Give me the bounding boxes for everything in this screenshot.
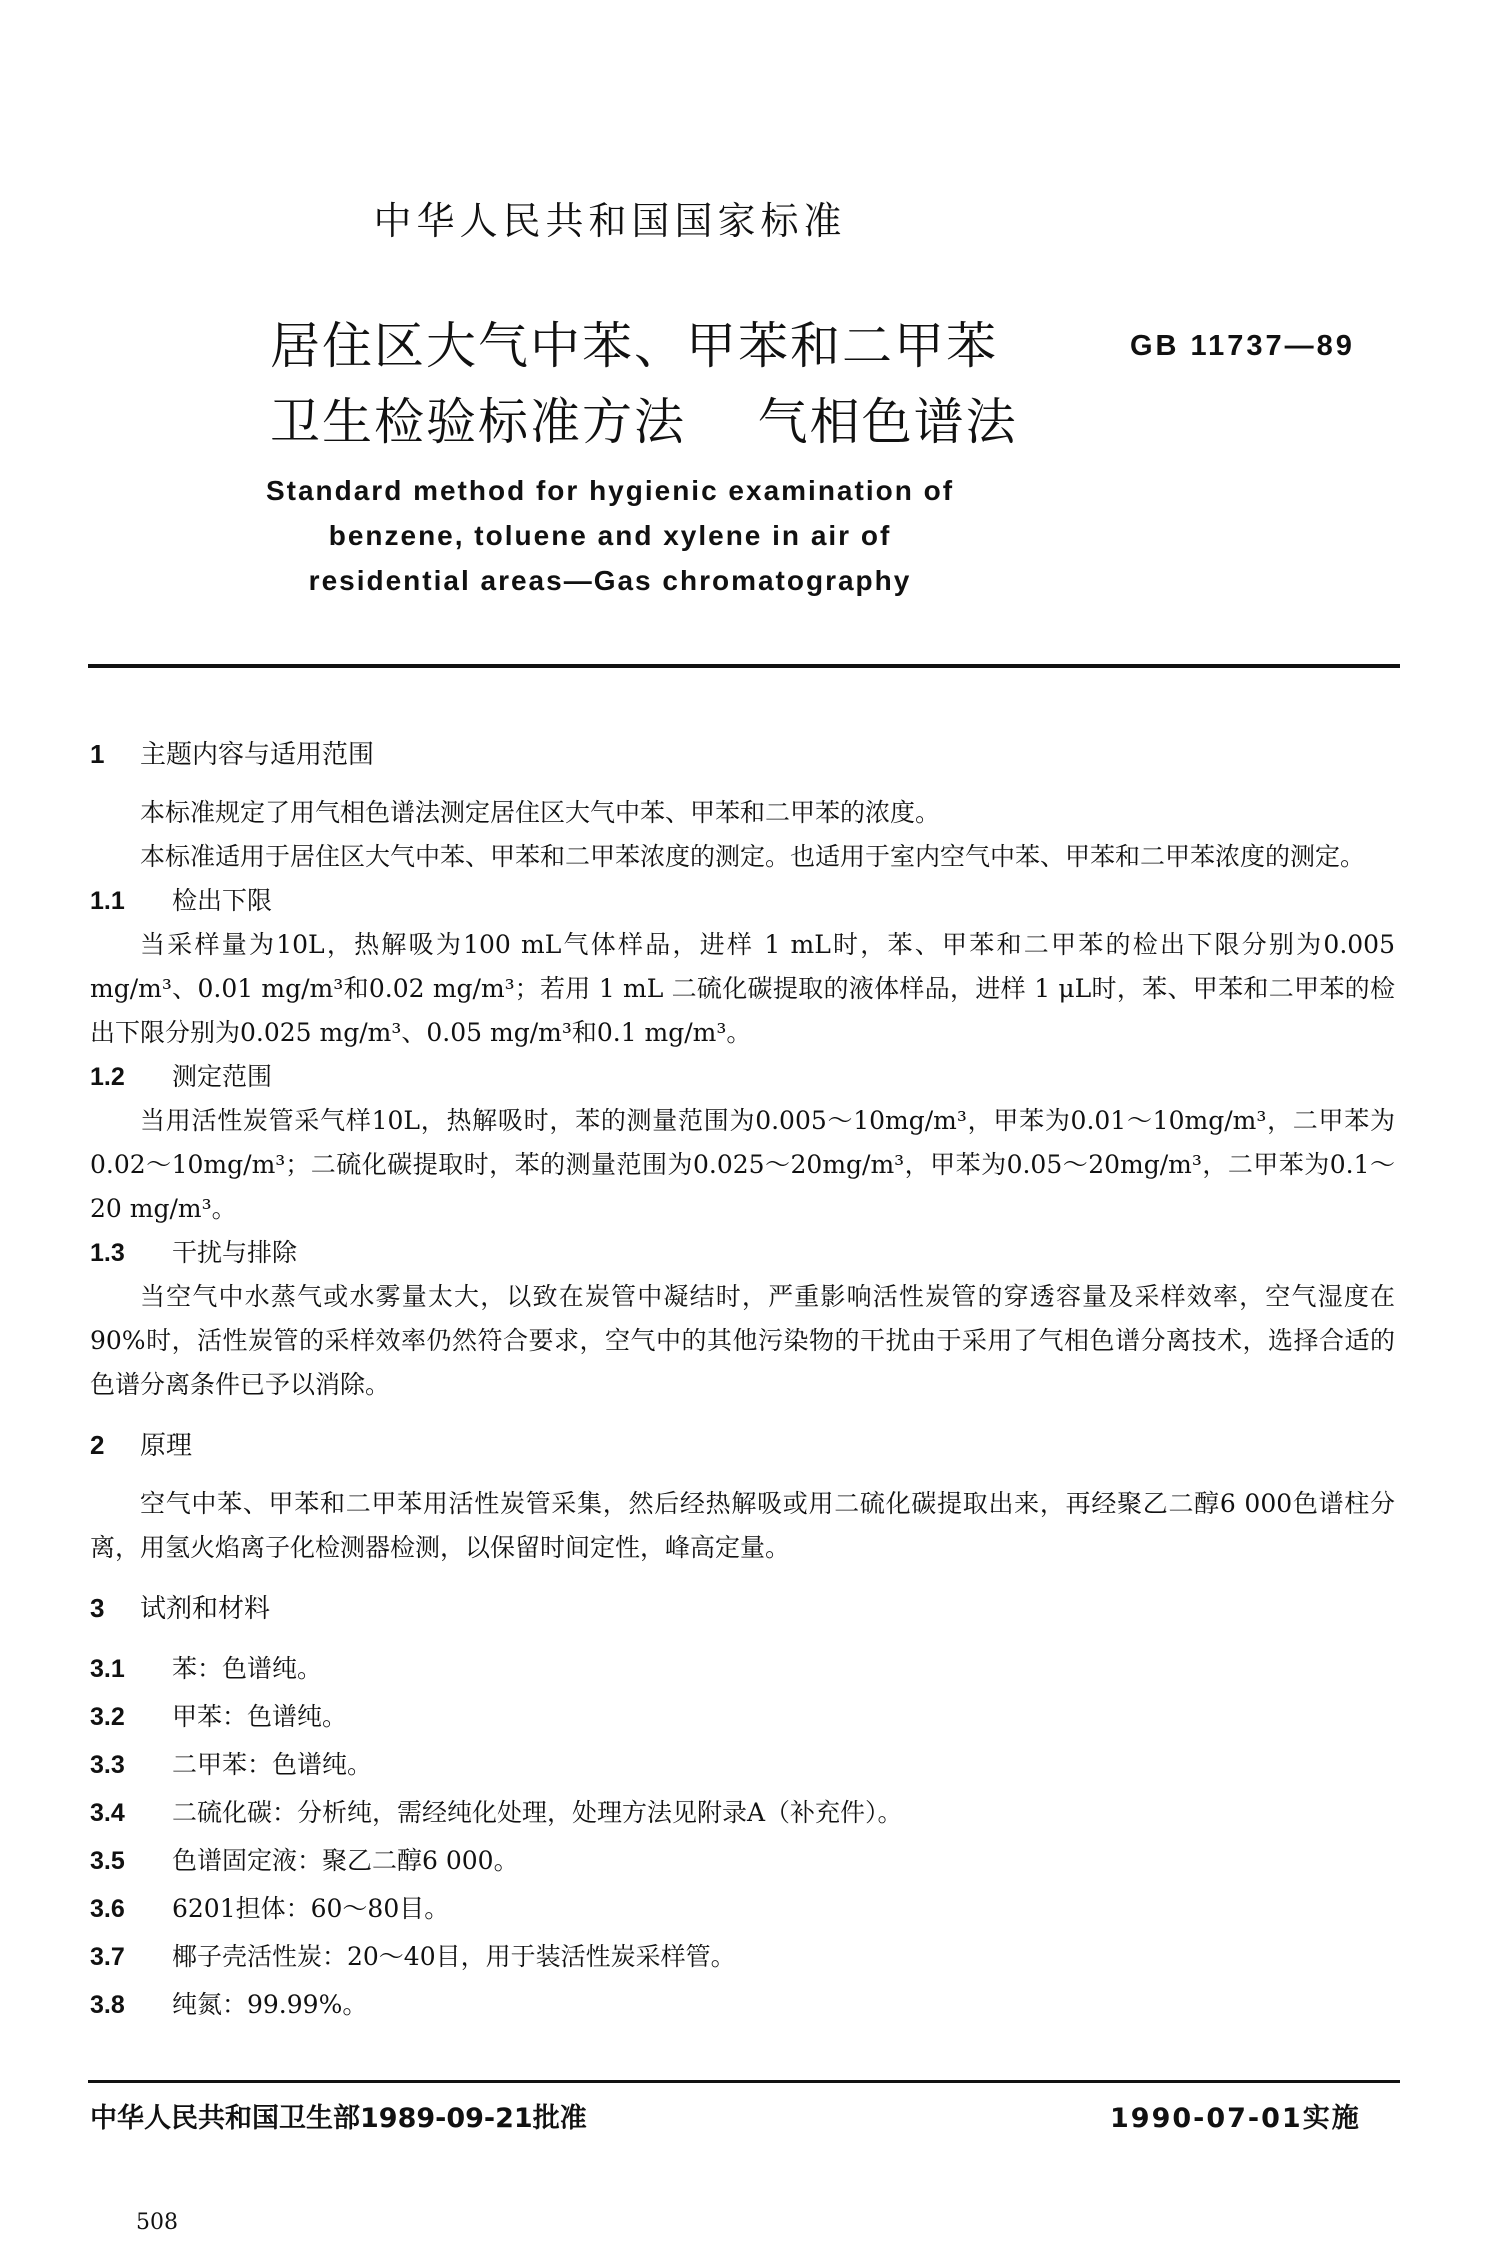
item-text: 二甲苯：色谱纯。 <box>172 1750 373 1779</box>
footer-divider <box>88 2080 1400 2083</box>
section-number: 2 <box>90 1430 105 1460</box>
list-item <box>90 1933 1395 1981</box>
paragraph: 本标准规定了用气相色谱法测定居住区大气中苯、甲苯和二甲苯的浓度。 <box>140 798 941 827</box>
item-number: 3.2 <box>90 1703 125 1731</box>
section-2-heading <box>90 1423 1395 1468</box>
subsection-number: 1.1 <box>90 887 125 915</box>
item-text: 苯：色谱纯。 <box>172 1654 323 1683</box>
page-number: 508 <box>136 2210 178 2235</box>
paragraph: 本标准适用于居住区大气中苯、甲苯和二甲苯浓度的测定。也适用于室内空气中苯、甲苯和二甲苯浓度的测定。 <box>140 842 1366 871</box>
subsection-1-1-heading <box>90 879 1395 923</box>
item-number: 3.8 <box>90 1991 125 2019</box>
subsection-1-2-heading <box>90 1055 1395 1099</box>
section-3-heading <box>90 1586 1395 1631</box>
document-body <box>90 732 1395 2029</box>
section-number: 3 <box>90 1593 105 1623</box>
title-en-line-1: Standard method for hygienic examination of <box>265 475 955 506</box>
document-title-chinese <box>270 308 1018 460</box>
title-zh-line-1: 居住区大气中苯、甲苯和二甲苯 <box>270 317 998 375</box>
header-divider <box>88 664 1400 668</box>
item-text: 二硫化碳：分析纯，需经纯化处理，处理方法见附录A（补充件）。 <box>172 1798 903 1827</box>
paragraph: 当采样量为10L，热解吸为100 mL气体样品，进样 1 mL时，苯、甲苯和二甲苯的检出下限分别为0.005 mg/m³、0.01 mg/m³和0.02 mg/m³；若用 1 mL 二硫化碳提取的液体样品，进样 1 μL时，苯、甲苯和二甲苯的检出下限分别为0.025 mg/m³、0.05 mg/m³和0.1 mg/m³。 <box>90 930 1395 1047</box>
item-number: 3.7 <box>90 1943 125 1971</box>
item-text: 纯氮：99.99%。 <box>172 1990 368 2019</box>
list-item <box>90 1645 1395 1693</box>
item-text: 6201担体：60～80目。 <box>172 1894 450 1923</box>
title-en-line-2: benzene, toluene and xylene in air of <box>328 520 892 551</box>
subsection-1-3-heading <box>90 1231 1395 1275</box>
paragraph: 空气中苯、甲苯和二甲苯用活性炭管采集，然后经热解吸或用二硫化碳提取出来，再经聚乙二醇6 000色谱柱分离，用氢火焰离子化检测器检测，以保留时间定性，峰高定量。 <box>90 1489 1395 1562</box>
section-title: 试剂和材料 <box>140 1594 271 1624</box>
approval-statement: 中华人民共和国卫生部1989-09-21批准 <box>90 2103 587 2134</box>
section-number: 1 <box>90 739 105 769</box>
item-text: 椰子壳活性炭：20～40目，用于装活性炭采样管。 <box>172 1942 736 1971</box>
item-number: 3.4 <box>90 1799 125 1827</box>
subsection-number: 1.3 <box>90 1239 125 1267</box>
item-number: 3.3 <box>90 1751 125 1779</box>
paragraph: 当空气中水蒸气或水雾量太大，以致在炭管中凝结时，严重影响活性炭管的穿透容量及采样效率，空气湿度在90%时，活性炭管的采样效率仍然符合要求，空气中的其他污染物的干扰由于采用了气相色谱分离技术，选择合适的色谱分离条件已予以消除。 <box>90 1282 1395 1399</box>
item-text: 色谱固定液：聚乙二醇6 000。 <box>172 1846 519 1875</box>
item-number: 3.1 <box>90 1655 125 1683</box>
subsection-title: 检出下限 <box>172 886 273 915</box>
implementation-date: 1990-07-01实施 <box>1110 2103 1361 2134</box>
title-en-line-3: residential areas—Gas chromatography <box>308 565 912 596</box>
section-1-heading <box>90 732 1395 777</box>
list-item <box>90 1741 1395 1789</box>
subsection-number: 1.2 <box>90 1063 125 1091</box>
paragraph: 当用活性炭管采气样10L，热解吸时，苯的测量范围为0.005～10mg/m³，甲苯为0.01～10mg/m³，二甲苯为0.02～10mg/m³；二硫化碳提取时，苯的测量范围为0.025～20mg/m³，甲苯为0.05～20mg/m³，二甲苯为0.1～20 mg/m³。 <box>90 1106 1395 1223</box>
list-item <box>90 1885 1395 1933</box>
subsection-title: 干扰与排除 <box>172 1238 298 1267</box>
list-item <box>90 1837 1395 1885</box>
standard-code: GB 11737—89 <box>1130 330 1355 362</box>
section-title: 主题内容与适用范围 <box>140 740 375 770</box>
national-standard-heading: 中华人民共和国国家标准 <box>373 199 847 243</box>
item-number: 3.6 <box>90 1895 125 1923</box>
item-number: 3.5 <box>90 1847 125 1875</box>
document-title-english <box>0 468 1220 603</box>
list-item <box>90 1789 1395 1837</box>
subsection-title: 测定范围 <box>172 1062 273 1091</box>
item-text: 甲苯：色谱纯。 <box>172 1702 348 1731</box>
list-item <box>90 1981 1395 2029</box>
title-zh-line-2: 卫生检验标准方法 气相色谱法 <box>270 393 1018 451</box>
section-title: 原理 <box>140 1431 193 1461</box>
list-item <box>90 1693 1395 1741</box>
